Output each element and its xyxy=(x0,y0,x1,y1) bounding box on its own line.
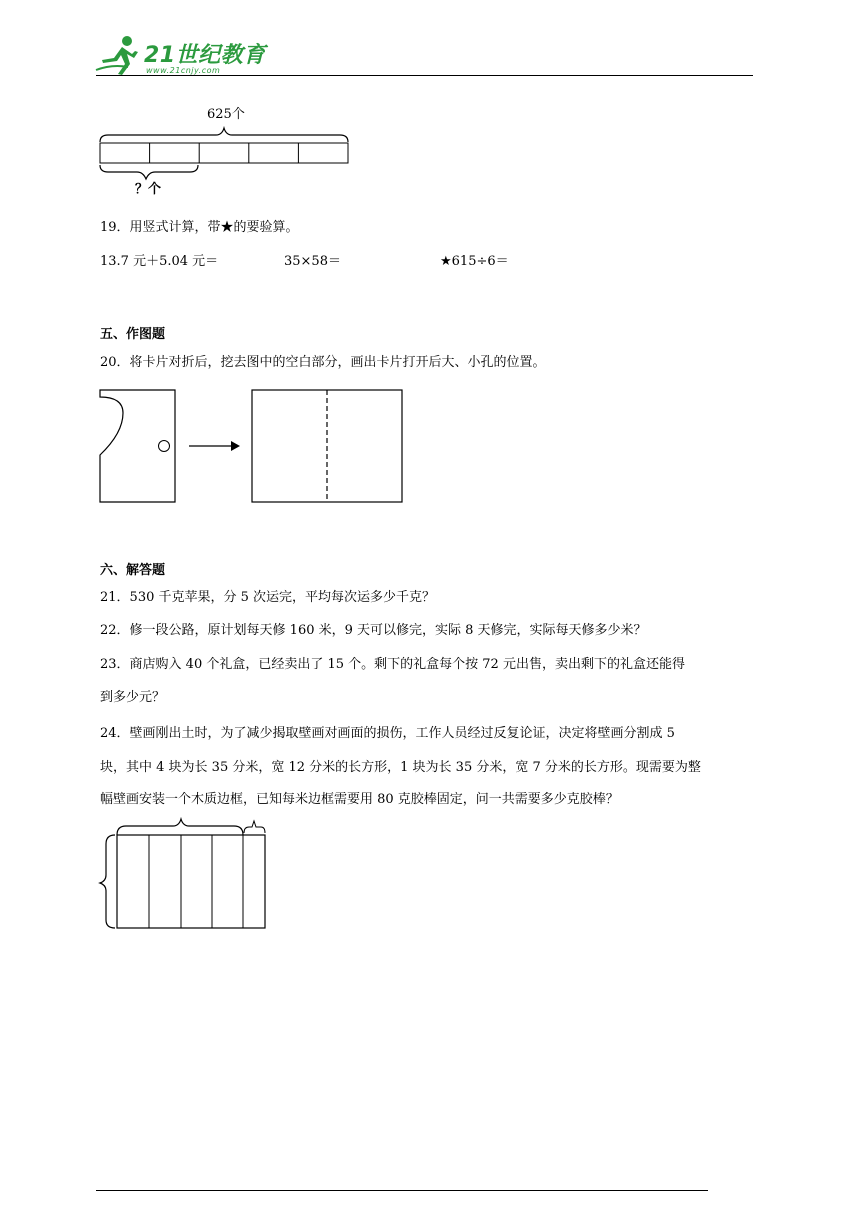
bar-outline xyxy=(100,143,348,163)
q20-text: 20．将卡片对折后，挖去图中的空白部分，画出卡片打开后大、小孔的位置。 xyxy=(100,355,546,370)
q23-line2: 到多少元？ xyxy=(100,690,166,705)
runner-logo-icon xyxy=(94,34,144,76)
footer-rule xyxy=(96,1190,708,1191)
q21-text: 21．530 千克苹果，分 5 次运完，平均每次运多少千克？ xyxy=(100,590,436,605)
header-rule xyxy=(96,75,753,76)
logo-text: 21世纪教育 xyxy=(144,43,266,68)
logo-url: www.21cnjy.com xyxy=(146,66,221,75)
bottom-brace xyxy=(100,165,198,179)
section6-title: 六、解答题 xyxy=(100,563,166,578)
small-top-brace xyxy=(244,821,265,833)
q20-card-diagram xyxy=(95,385,410,510)
q24-line3: 幅壁画安装一个木质边框，已知每米边框需要用 80 克胶棒固定，问一共需要多少克胶棒？ xyxy=(100,792,619,807)
q22-text: 22．修一段公路，原计划每天修 160 米，9 天可以修完，实际 8 天修完，实际每天修多少米？ xyxy=(100,623,647,638)
top-brace xyxy=(100,128,348,142)
q18-total-label: 625个 xyxy=(207,107,245,122)
page-header xyxy=(90,30,760,80)
left-brace xyxy=(100,835,115,928)
arrow-head-icon xyxy=(231,441,240,451)
q18-part-label: ？个 xyxy=(135,182,162,197)
top-brace xyxy=(117,819,243,835)
folded-card xyxy=(100,390,175,502)
q24-line1: 24．壁画刚出土时，为了减少揭取壁画对画面的损伤，工作人员经过反复论证，决定将壁画分割成 5 xyxy=(100,726,675,741)
q24-line2: 块，其中 4 块为长 35 分米，宽 12 分米的长方形，1 块为长 35 分米，宽 7 分米的长方形。现需要为整 xyxy=(100,760,701,775)
q23-line1: 23．商店购入 40 个礼盒，已经卖出了 15 个。剩下的礼盒每个按 72 元出售，卖出剩下的礼盒还能得 xyxy=(100,657,685,672)
q24-mural-diagram xyxy=(95,815,275,935)
q19-prompt: 19．用竖式计算，带★的要验算。 xyxy=(100,220,299,235)
q19-expr1: 13.7 元＋5.04 元＝ xyxy=(100,254,219,269)
q19-expr2: 35×58＝ xyxy=(284,254,341,269)
small-hole xyxy=(159,441,170,452)
q19-expr3: ★615÷6＝ xyxy=(440,254,509,269)
section5-title: 五、作图题 xyxy=(100,327,166,342)
